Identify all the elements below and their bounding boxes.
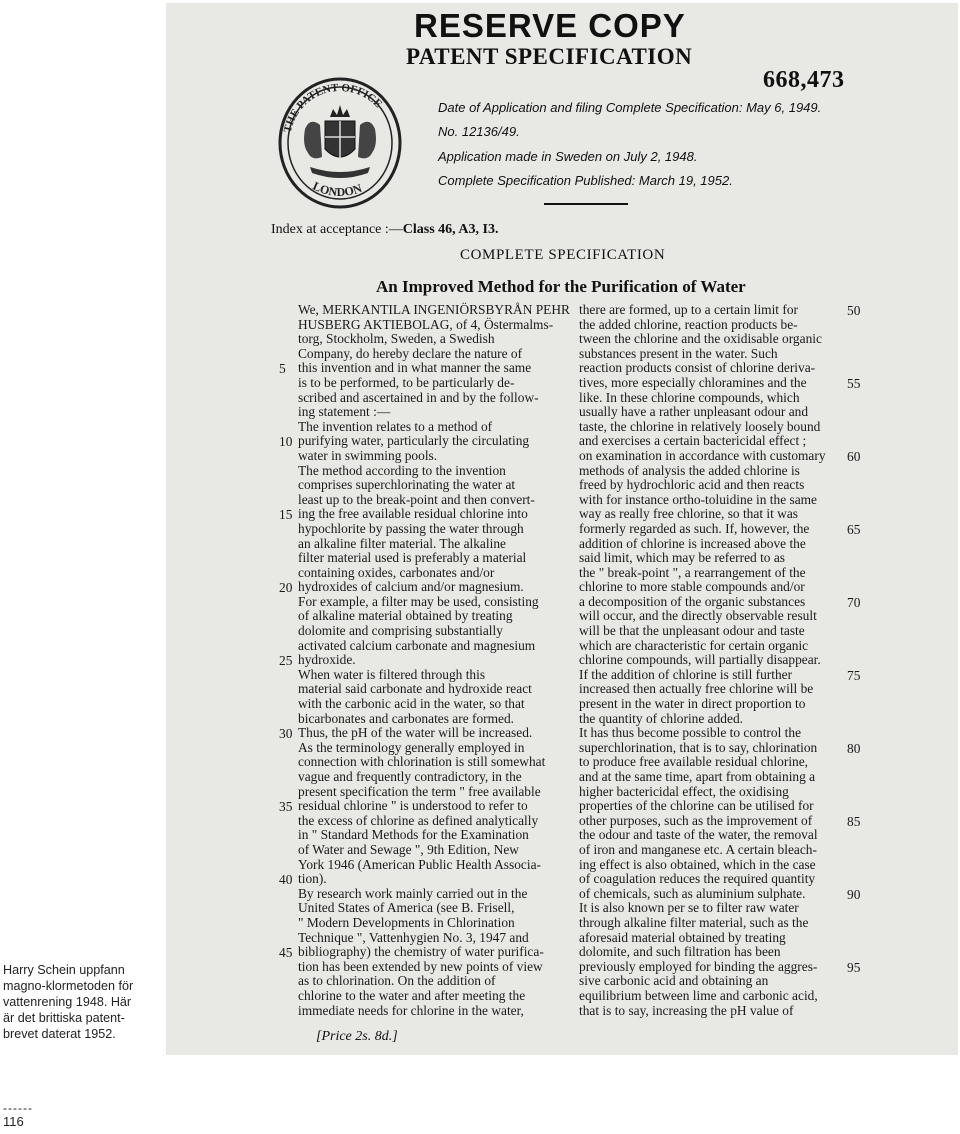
text-line: hydroxides of calcium and/or magnesium. <box>298 579 524 595</box>
text-line: material said carbonate and hydroxide react <box>298 681 532 697</box>
text-line: which are characteristic for certain organic <box>579 637 809 653</box>
text-line: on examination in accordance with customary <box>579 447 826 463</box>
text-line: bicarbonates and carbonates are formed. <box>298 710 515 726</box>
text-line: vague and frequently contradictory, in the <box>298 769 522 784</box>
text-line: Company, do hereby declare the nature of <box>298 345 523 361</box>
caption-line: Harry Schein uppfann <box>3 963 125 977</box>
line-number: 20 <box>279 580 293 596</box>
line-number: 40 <box>279 872 293 888</box>
text-line: this invention and in what manner the same <box>298 360 532 376</box>
text-line: is to be performed, to be particularly de- <box>298 374 515 390</box>
line-number: 55 <box>847 376 861 391</box>
line-number: 90 <box>847 887 861 902</box>
text-line: It has thus become possible to control the <box>579 725 802 741</box>
text-line: scribed and ascertained in and by the follow- <box>298 389 539 405</box>
seal-bottom-text: LONDON <box>310 178 364 200</box>
line-number: 10 <box>279 434 293 450</box>
text-line: For example, a filter may be used, consisting <box>298 593 539 609</box>
text-line: The invention relates to a method of <box>298 418 493 434</box>
text-line: previously employed for binding the aggres- <box>579 958 818 974</box>
divider <box>544 203 628 205</box>
page-dashes: ------ <box>3 1101 33 1115</box>
text-line: present specification the term " free available <box>298 783 541 799</box>
text-line: freed by hydrochloric acid and then reacts <box>579 477 805 493</box>
text-line: containing oxides, carbonates and/or <box>298 564 495 580</box>
line-number: 35 <box>279 799 293 815</box>
text-line: When water is filtered through this <box>298 666 486 682</box>
line-number: 85 <box>847 814 861 829</box>
text-line: of alkaline material obtained by treating <box>298 608 513 624</box>
text-line: dolomite and comprising substantially <box>298 623 503 639</box>
text-line: that is to say, increasing the pH value of <box>579 1002 794 1018</box>
photo-caption <box>3 962 163 1042</box>
text-line: The method according to the invention <box>298 462 506 478</box>
text-line: Thus, the pH of the water will be increased. <box>298 725 533 741</box>
text-line: the quantity of chlorine added. <box>579 710 743 726</box>
text-line: formerly regarded as such. If, however, the <box>579 520 810 536</box>
text-line: addition of chlorine is increased above the <box>579 535 806 551</box>
text-line: hydroxide. <box>298 652 356 668</box>
line-number: 80 <box>847 741 861 756</box>
text-line: said limit, which may be referred to as <box>579 550 785 566</box>
text-line: chlorine to the water and after meeting the <box>298 987 526 1003</box>
text-line: the excess of chlorine as defined analytically <box>298 812 539 828</box>
application-date: Date of Application and filing Complete Specification: May 6, 1949. <box>438 100 822 115</box>
application-number: No. 12136/49. <box>438 124 520 140</box>
text-line: higher bactericidal effect, the oxidising <box>579 783 789 799</box>
line-number: 30 <box>279 726 293 742</box>
index-value: Class 46, A3, I3. <box>402 222 499 237</box>
text-line: dolomite, and such filtration has been <box>579 944 781 960</box>
text-line: the " break-point ", a rearrangement of the <box>579 564 806 580</box>
text-line: and exercises a certain bactericidal effect ; <box>579 433 807 449</box>
caption-line: är det brittiska patent- <box>3 1011 125 1025</box>
patent-office-seal <box>270 61 410 221</box>
caption-line: magno-klormetoden för <box>3 979 134 993</box>
text-line: there are formed, up to a certain limit for <box>579 302 798 317</box>
text-line: York 1946 (American Public Health Associa- <box>298 856 541 872</box>
text-line: tives, more especially chloramines and the <box>579 374 807 390</box>
text-line: chlorine compounds, will partially disappear. <box>579 652 821 668</box>
text-line: hypochlorite by passing the water through <box>298 520 524 536</box>
text-line: usually have a rather unpleasant odour and <box>579 404 809 420</box>
text-line: United States of America (see B. Frisell, <box>298 900 515 916</box>
text-line: way as really free chlorine, so that it was <box>579 506 799 522</box>
text-line: torg, Stockholm, Sweden, a Swedish <box>298 331 495 347</box>
text-line: as to chlorination. On the addition of <box>298 973 496 989</box>
text-line: chlorine to more stable compounds and/or <box>579 579 805 595</box>
text-line: tion has been extended by new points of view <box>298 958 543 974</box>
text-line: HUSBERG AKTIEBOLAG, of 4, Östermalms- <box>298 316 554 332</box>
patent-heading: PATENT SPECIFICATION <box>406 44 693 69</box>
text-line: equilibrium between lime and carbonic acid, <box>579 987 818 1003</box>
line-number: 60 <box>847 449 861 464</box>
text-line: Technique ", Vattenhygien No. 3, 1947 and <box>298 929 529 945</box>
caption-line: vattenrening 1948. Här <box>3 995 132 1009</box>
text-line: ing effect is also obtained, which in the case <box>579 856 816 872</box>
line-number: 75 <box>847 668 861 683</box>
text-line: connection with chlorination is still somewhat <box>298 754 546 770</box>
text-line: immediate needs for chlorine in the water, <box>298 1002 524 1018</box>
line-number: 25 <box>279 653 293 669</box>
text-line: in " Standard Methods for the Examination <box>298 827 529 843</box>
text-line: an alkaline filter material. The alkaline <box>298 535 506 551</box>
text-line: will occur, and the directly observable result <box>579 608 817 624</box>
invention-title: An Improved Method for the Purification of Water <box>376 277 746 296</box>
line-number: 5 <box>279 361 286 377</box>
text-line: tion). <box>298 871 327 887</box>
text-line: through alkaline filter material, such as the <box>579 914 809 930</box>
text-line: It is also known per se to filter raw water <box>579 900 799 916</box>
text-line: If the addition of chlorine is still further <box>579 666 793 682</box>
patent-document-scan <box>166 3 958 1055</box>
publication-date: Complete Specification Published: March 19, 1952. <box>438 172 733 188</box>
line-number: 45 <box>279 945 293 961</box>
text-line: filter material used is preferably a material <box>298 550 527 566</box>
text-line: least up to the break-point and then convert- <box>298 491 535 507</box>
text-line: of Water and Sewage ", 9th Edition, New <box>298 841 519 857</box>
page-number: 116 <box>3 1114 24 1129</box>
index-label: Index at acceptance :— <box>271 222 403 237</box>
text-line: bibliography) the chemistry of water purifica- <box>298 944 544 960</box>
text-line: We, MERKANTILA INGENIÖRSBYRÅN PEHR <box>298 302 570 317</box>
text-line: a decomposition of the organic substances <box>579 593 806 609</box>
price: [Price 2s. 8d.] <box>316 1029 398 1044</box>
text-line: comprises superchlorinating the water at <box>298 477 516 493</box>
page-number-block <box>3 1103 33 1131</box>
text-line: water in swimming pools. <box>298 447 438 463</box>
text-line: tween the chlorine and the oxidisable organic <box>579 331 822 347</box>
right-text-column <box>579 303 845 1018</box>
text-line: As the terminology generally employed in <box>298 739 525 755</box>
text-line: the added chlorine, reaction products be- <box>579 316 798 332</box>
text-line: of coagulation reduces the required quantity <box>579 871 816 887</box>
line-number: 70 <box>847 595 861 610</box>
text-line: of chemicals, such as aluminium sulphate. <box>579 885 806 901</box>
reserve-copy-stamp: RESERVE COPY <box>414 7 686 44</box>
text-line: to produce free available residual chlorine, <box>579 754 809 770</box>
caption-line: brevet daterat 1952. <box>3 1027 116 1041</box>
complete-specification-title: COMPLETE SPECIFICATION <box>460 247 666 263</box>
text-line: sive carbonic acid and obtaining an <box>579 973 769 989</box>
text-line: ing statement :— <box>298 404 391 420</box>
text-line: " Modern Developments in Chlorination <box>298 914 515 930</box>
line-number: 15 <box>279 507 293 523</box>
text-line: of iron and manganese etc. A certain bleach- <box>579 841 817 857</box>
text-line: like. In these chlorine compounds, which <box>579 389 800 405</box>
text-line: methods of analysis the added chlorine is <box>579 462 800 478</box>
sweden-application: Application made in Sweden on July 2, 1948. <box>438 148 698 164</box>
text-line: with the carbonic acid in the water, so that <box>298 696 525 712</box>
text-line: reaction products consist of chlorine deriva- <box>579 360 816 376</box>
text-line: properties of the chlorine can be utilised for <box>579 798 814 814</box>
line-number: 50 <box>847 303 861 318</box>
index-at-acceptance <box>271 222 498 238</box>
patent-number: 668,473 <box>763 67 845 93</box>
text-line: residual chlorine " is understood to refer to <box>298 798 528 814</box>
text-line: substances present in the water. Such <box>579 345 778 361</box>
text-line: taste, the chlorine in relatively loosely bound <box>579 418 821 434</box>
text-line: other purposes, such as the improvement of <box>579 812 813 828</box>
text-line: aforesaid material obtained by treating <box>579 929 786 945</box>
line-number: 95 <box>847 960 861 975</box>
text-line: increased then actually free chlorine will be <box>579 681 814 697</box>
text-line: and at the same time, apart from obtaining a <box>579 769 816 784</box>
seal-top-text: THE PATENT OFFICE <box>281 81 385 134</box>
text-line: ing the free available residual chlorine into <box>298 506 528 522</box>
text-line: By research work mainly carried out in the <box>298 885 528 901</box>
text-line: activated calcium carbonate and magnesium <box>298 637 536 653</box>
text-line: with for instance ortho-toluidine in the same <box>579 491 817 507</box>
text-line: superchlorination, that is to say, chlorination <box>579 739 818 755</box>
application-details <box>438 96 821 193</box>
text-line: purifying water, particularly the circulating <box>298 433 530 449</box>
text-line: present in the water in direct proportion to <box>579 696 806 712</box>
left-text-column <box>298 302 570 1018</box>
text-line: the odour and taste of the water, the removal <box>579 827 818 843</box>
line-number: 65 <box>847 522 861 537</box>
text-line: will be that the unpleasant odour and taste <box>579 623 805 639</box>
